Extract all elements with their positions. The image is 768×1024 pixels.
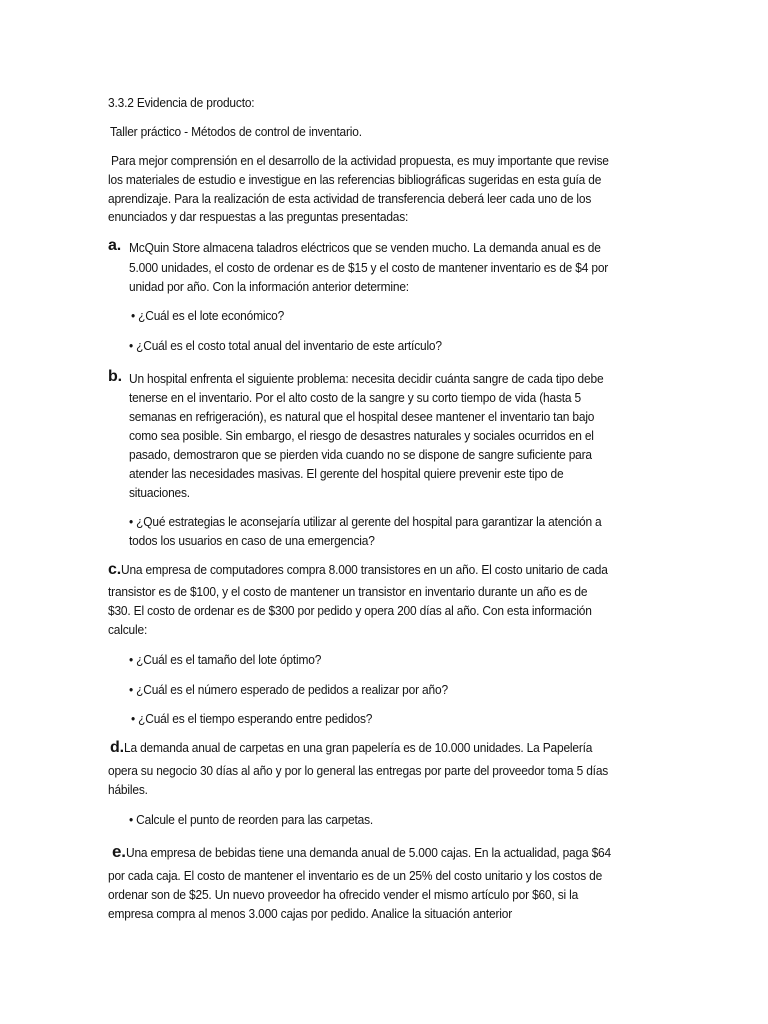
item-b-line: Un hospital enfrenta el siguiente problema: necesita decidir cuánta sangre de cada tipo debe bbox=[129, 371, 604, 386]
item-e-line: por cada caja. El costo de mantener el inventario es de un 25% del costo unitario y los costos de bbox=[108, 868, 603, 883]
item-letter-a: a. bbox=[108, 237, 121, 254]
item-c-question: • ¿Cuál es el número esperado de pedidos a realizar por año? bbox=[129, 682, 448, 697]
item-b-question: todos los usuarios en caso de una emergencia? bbox=[129, 533, 375, 548]
item-b-line: como sea posible. Sin embargo, el riesgo de desastres naturales y sociales ocurridos en el bbox=[129, 428, 594, 443]
item-c-line: calcule: bbox=[108, 622, 148, 637]
item-d-question: • Calcule el punto de reorden para las carpetas. bbox=[129, 812, 374, 827]
item-letter-c: c. bbox=[108, 561, 121, 578]
item-c-question: • ¿Cuál es el tamaño del lote óptimo? bbox=[129, 652, 322, 667]
item-c-line: Una empresa de computadores compra 8.000 transistores en un año. El costo unitario de cada bbox=[120, 562, 608, 577]
item-letter-d: d. bbox=[110, 739, 124, 756]
item-b-line: semanas en refrigeración), es natural que el hospital desee mantener el inventario tan bajo bbox=[129, 409, 595, 424]
item-d-line: hábiles. bbox=[108, 782, 148, 797]
intro-line: aprendizaje. Para la realización de esta actividad de transferencia deberá leer cada uno de los bbox=[108, 191, 592, 206]
item-b-line: tenerse en el inventario. Por el alto costo de la sangre y su corto tiempo de vida (hasta 5 bbox=[129, 390, 581, 405]
workshop-title: Taller práctico - Métodos de control de inventario. bbox=[110, 124, 362, 139]
item-a-line: McQuin Store almacena taladros eléctricos que se venden mucho. La demanda anual es de bbox=[129, 240, 601, 255]
item-c-question: • ¿Cuál es el tiempo esperando entre pedidos? bbox=[131, 711, 373, 726]
intro-line: Para mejor comprensión en el desarrollo de la actividad propuesta, es muy importante que revise bbox=[111, 153, 609, 168]
item-e-line: Una empresa de bebidas tiene una demanda anual de 5.000 cajas. En la actualidad, paga $64 bbox=[125, 845, 611, 860]
item-letter-e: e. bbox=[112, 842, 126, 861]
item-e-first-line bbox=[112, 842, 653, 863]
item-e-line: empresa compra al menos 3.000 cajas por pedido. Analice la situación anterior bbox=[108, 906, 513, 921]
item-a-line: unidad por año. Con la información anterior determine: bbox=[129, 279, 409, 294]
item-a-question: • ¿Cuál es el costo total anual del inventario de este artículo? bbox=[129, 338, 442, 353]
item-c-first-line bbox=[108, 560, 650, 580]
item-b-line: situaciones. bbox=[129, 485, 190, 500]
item-b-line: pasado, demostraron que se pierden vida cuando no se dispone de sangre suficiente para bbox=[129, 447, 592, 462]
section-heading: 3.3.2 Evidencia de producto: bbox=[108, 95, 255, 110]
intro-line: enunciados y dar respuestas a las preguntas presentadas: bbox=[108, 209, 409, 224]
item-b-question: • ¿Qué estrategias le aconsejaría utilizar al gerente del hospital para garantizar la atención a bbox=[129, 514, 602, 529]
item-e-line: ordenar son de $25. Un nuevo proveedor ha ofrecido vender el mismo artículo por $60, si la bbox=[108, 887, 579, 902]
item-d-first-line bbox=[110, 738, 633, 758]
item-a-line: 5.000 unidades, el costo de ordenar es de $15 y el costo de mantener inventario es de $4 por bbox=[129, 260, 609, 275]
item-b-line: atender las necesidades masivas. El gerente del hospital quiere prevenir este tipo de bbox=[129, 466, 564, 481]
item-d-line: opera su negocio 30 días al año y por lo general las entregas por parte del proveedor toma 5 días bbox=[108, 763, 609, 778]
item-a-question: • ¿Cuál es el lote económico? bbox=[131, 308, 285, 323]
item-letter-b: b. bbox=[108, 368, 122, 385]
item-c-line: transistor es de $100, y el costo de mantener un transistor en inventario durante un año es de bbox=[108, 584, 588, 599]
item-d-line: La demanda anual de carpetas en una gran papelería es de 10.000 unidades. La Papelería bbox=[123, 740, 593, 755]
item-c-line: $30. El costo de ordenar es de $300 por pedido y opera 200 días al año. Con esta información bbox=[108, 603, 592, 618]
intro-line: los materiales de estudio e investigue en las referencias bibliográficas sugeridas en esta guía de bbox=[108, 172, 602, 187]
